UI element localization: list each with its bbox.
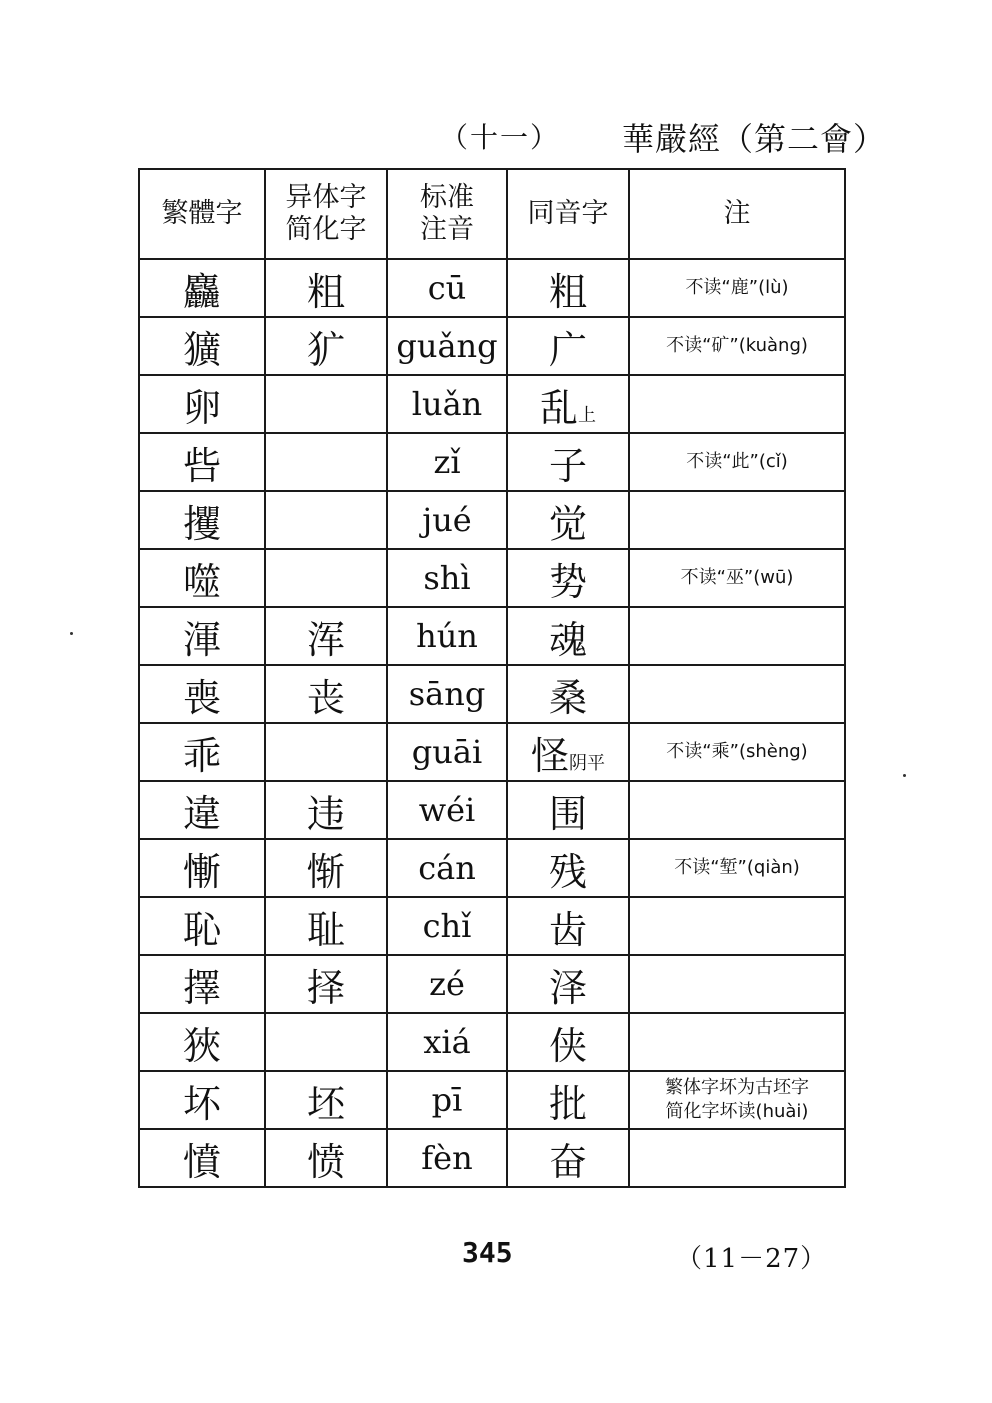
pinyin-cell (387, 433, 507, 491)
homophone-char-cell (507, 317, 629, 375)
pinyin-cell (387, 375, 507, 433)
table-row (139, 1129, 845, 1187)
note-cell (629, 839, 845, 897)
traditional-char: 麤 (182, 269, 221, 314)
traditional-char-cell (139, 491, 265, 549)
homophone-char-cell (507, 723, 629, 781)
pinyin-cell (387, 839, 507, 897)
note-cell (629, 433, 845, 491)
homophone-char: 广 (548, 327, 587, 372)
table-row (139, 375, 845, 433)
simplified-char-cell (265, 955, 387, 1013)
homophone-char: 侠 (548, 1023, 587, 1068)
simplified-char-cell (265, 317, 387, 375)
table-body (139, 259, 845, 1187)
traditional-char: 坏 (182, 1081, 221, 1126)
traditional-char-cell (139, 607, 265, 665)
col-pinyin-header-line2: 注音 (420, 214, 474, 245)
note: 不读“此”(cǐ) (686, 451, 788, 472)
note: 不读“乘”(shèng) (666, 741, 808, 762)
simplified-char: 犷 (306, 327, 345, 372)
homophone-char: 残 (548, 849, 587, 894)
pinyin-cell (387, 259, 507, 317)
note-line2: 简化字坏读(huài) (665, 1101, 809, 1122)
homophone-char: 魂 (548, 617, 587, 662)
character-table (138, 168, 846, 1188)
section-number: （十一） (440, 121, 561, 154)
note-cell (629, 1129, 845, 1187)
simplified-char-cell (265, 549, 387, 607)
note-cell (629, 665, 845, 723)
traditional-char-cell (139, 955, 265, 1013)
traditional-char-cell (139, 433, 265, 491)
homophone-char-cell (507, 1129, 629, 1187)
pinyin: shì (423, 559, 471, 597)
scan-speck (70, 632, 73, 635)
traditional-char-cell (139, 723, 265, 781)
table-row (139, 665, 845, 723)
traditional-char: 狹 (182, 1023, 221, 1068)
traditional-char-cell (139, 1013, 265, 1071)
pinyin: cán (418, 849, 476, 887)
simplified-char: 坯 (306, 1081, 345, 1126)
page-number: 345 (462, 1236, 513, 1269)
pinyin: luǎn (411, 385, 483, 423)
pinyin-cell (387, 491, 507, 549)
homophone-char: 齿 (548, 907, 587, 952)
table-row (139, 839, 845, 897)
col-traditional-header: 繁體字 (139, 169, 265, 259)
simplified-char: 浑 (306, 617, 345, 662)
table-row (139, 491, 845, 549)
col-variant-header (265, 169, 387, 259)
traditional-char-cell (139, 1129, 265, 1187)
traditional-char-cell (139, 375, 265, 433)
traditional-char: 卵 (182, 385, 221, 430)
scan-speck (903, 774, 906, 777)
traditional-char: 噬 (182, 559, 221, 604)
simplified-char-cell (265, 259, 387, 317)
pinyin: zé (429, 965, 465, 1003)
homophone-char: 子 (548, 443, 587, 488)
pinyin: chǐ (422, 907, 472, 945)
traditional-char: 恥 (182, 907, 221, 952)
pinyin-cell (387, 1129, 507, 1187)
homophone-char: 势 (548, 559, 587, 604)
traditional-char-cell (139, 259, 265, 317)
traditional-char: 攫 (182, 501, 221, 546)
pinyin: cū (427, 269, 467, 307)
note-cell (629, 491, 845, 549)
homophone-char: 怪 (530, 733, 569, 778)
simplified-char-cell (265, 665, 387, 723)
col-pinyin-header (387, 169, 507, 259)
note-cell (629, 259, 845, 317)
note-cell (629, 723, 845, 781)
note: 不读“堑”(qiàn) (674, 857, 800, 878)
note-cell (629, 607, 845, 665)
homophone-char: 围 (548, 791, 587, 836)
page-header (0, 112, 992, 162)
homophone-char-cell (507, 665, 629, 723)
simplified-char-cell (265, 723, 387, 781)
pinyin-cell (387, 317, 507, 375)
note-cell (629, 955, 845, 1013)
note-cell (629, 781, 845, 839)
pinyin: hún (416, 617, 478, 655)
homophone-char: 粗 (548, 269, 587, 314)
note-cell (629, 1071, 845, 1129)
homophone-char-cell (507, 781, 629, 839)
page-footer (0, 1236, 992, 1276)
simplified-char-cell (265, 375, 387, 433)
simplified-char: 粗 (306, 269, 345, 314)
pinyin-cell (387, 897, 507, 955)
simplified-char-cell (265, 1129, 387, 1187)
tone-marker: 阴平 (569, 752, 605, 774)
pinyin: guāi (411, 733, 483, 771)
pinyin-cell (387, 607, 507, 665)
note-cell (629, 897, 845, 955)
homophone-char: 批 (548, 1081, 587, 1126)
note: 繁体字坏为古坯字 (665, 1077, 809, 1098)
homophone-char-cell (507, 897, 629, 955)
pinyin: pī (431, 1081, 463, 1119)
pinyin: guǎng (396, 327, 498, 365)
traditional-char-cell (139, 317, 265, 375)
homophone-char: 桑 (548, 675, 587, 720)
pinyin-cell (387, 723, 507, 781)
traditional-char: 擇 (182, 965, 221, 1010)
traditional-char: 違 (182, 791, 221, 836)
traditional-char: 呰 (182, 443, 221, 488)
pinyin: fèn (421, 1139, 473, 1177)
traditional-char: 渾 (182, 617, 221, 662)
traditional-char-cell (139, 549, 265, 607)
pinyin-cell (387, 781, 507, 839)
pinyin: jué (422, 501, 472, 539)
note-cell (629, 1013, 845, 1071)
homophone-char: 乱 (539, 385, 578, 430)
pinyin: wéi (418, 791, 476, 829)
pinyin-cell (387, 665, 507, 723)
homophone-char-cell (507, 491, 629, 549)
traditional-char: 獷 (182, 327, 221, 372)
table-row (139, 1013, 845, 1071)
traditional-char-cell (139, 781, 265, 839)
traditional-char: 乖 (182, 733, 221, 778)
homophone-char: 泽 (548, 965, 587, 1010)
traditional-char: 憤 (182, 1139, 221, 1184)
traditional-char-cell (139, 839, 265, 897)
homophone-char-cell (507, 1071, 629, 1129)
simplified-char: 择 (306, 965, 345, 1010)
page-code: （11－27） (676, 1244, 828, 1274)
pinyin-cell (387, 1071, 507, 1129)
note-cell (629, 549, 845, 607)
homophone-char-cell (507, 433, 629, 491)
table-row (139, 897, 845, 955)
table-row (139, 317, 845, 375)
table-header-row (139, 169, 845, 259)
note: 不读“鹿”(lù) (685, 277, 789, 298)
homophone-char-cell (507, 839, 629, 897)
table-row (139, 433, 845, 491)
simplified-char: 惭 (306, 849, 345, 894)
table-row (139, 1071, 845, 1129)
pinyin: sāng (408, 675, 486, 713)
col-variant-header-line1: 异体字 (285, 182, 367, 213)
simplified-char-cell (265, 781, 387, 839)
simplified-char-cell (265, 491, 387, 549)
homophone-char-cell (507, 1013, 629, 1071)
table-row (139, 723, 845, 781)
col-pinyin-header-line1: 标准 (420, 182, 474, 213)
table-row (139, 781, 845, 839)
homophone-char: 奋 (548, 1139, 587, 1184)
traditional-char: 喪 (182, 675, 221, 720)
col-note-header: 注 (629, 169, 845, 259)
homophone-char-cell (507, 955, 629, 1013)
homophone-char-cell (507, 549, 629, 607)
traditional-char-cell (139, 1071, 265, 1129)
homophone-char-cell (507, 607, 629, 665)
note: 不读“巫”(wū) (680, 567, 794, 588)
col-variant-header-line2: 简化字 (285, 214, 367, 245)
simplified-char: 丧 (306, 675, 345, 720)
pinyin: xiá (423, 1023, 471, 1061)
simplified-char-cell (265, 1013, 387, 1071)
pinyin-cell (387, 1013, 507, 1071)
table-row (139, 955, 845, 1013)
pinyin: zǐ (433, 443, 461, 481)
simplified-char-cell (265, 1071, 387, 1129)
homophone-char-cell (507, 375, 629, 433)
simplified-char-cell (265, 897, 387, 955)
table-row (139, 259, 845, 317)
sutra-title: 華嚴經（第二會） (622, 120, 887, 158)
col-homophone-header: 同音字 (507, 169, 629, 259)
traditional-char-cell (139, 897, 265, 955)
pinyin-cell (387, 955, 507, 1013)
simplified-char: 愤 (306, 1139, 345, 1184)
note-cell (629, 375, 845, 433)
table-row (139, 607, 845, 665)
simplified-char-cell (265, 433, 387, 491)
homophone-char-cell (507, 259, 629, 317)
traditional-char-cell (139, 665, 265, 723)
simplified-char: 违 (306, 791, 345, 836)
homophone-char: 觉 (548, 501, 587, 546)
traditional-char: 慚 (182, 849, 221, 894)
simplified-char-cell (265, 607, 387, 665)
simplified-char: 耻 (306, 907, 345, 952)
note-cell (629, 317, 845, 375)
note: 不读“矿”(kuàng) (666, 335, 808, 356)
pinyin-cell (387, 549, 507, 607)
tone-marker: 上 (578, 404, 596, 426)
table-row (139, 549, 845, 607)
simplified-char-cell (265, 839, 387, 897)
